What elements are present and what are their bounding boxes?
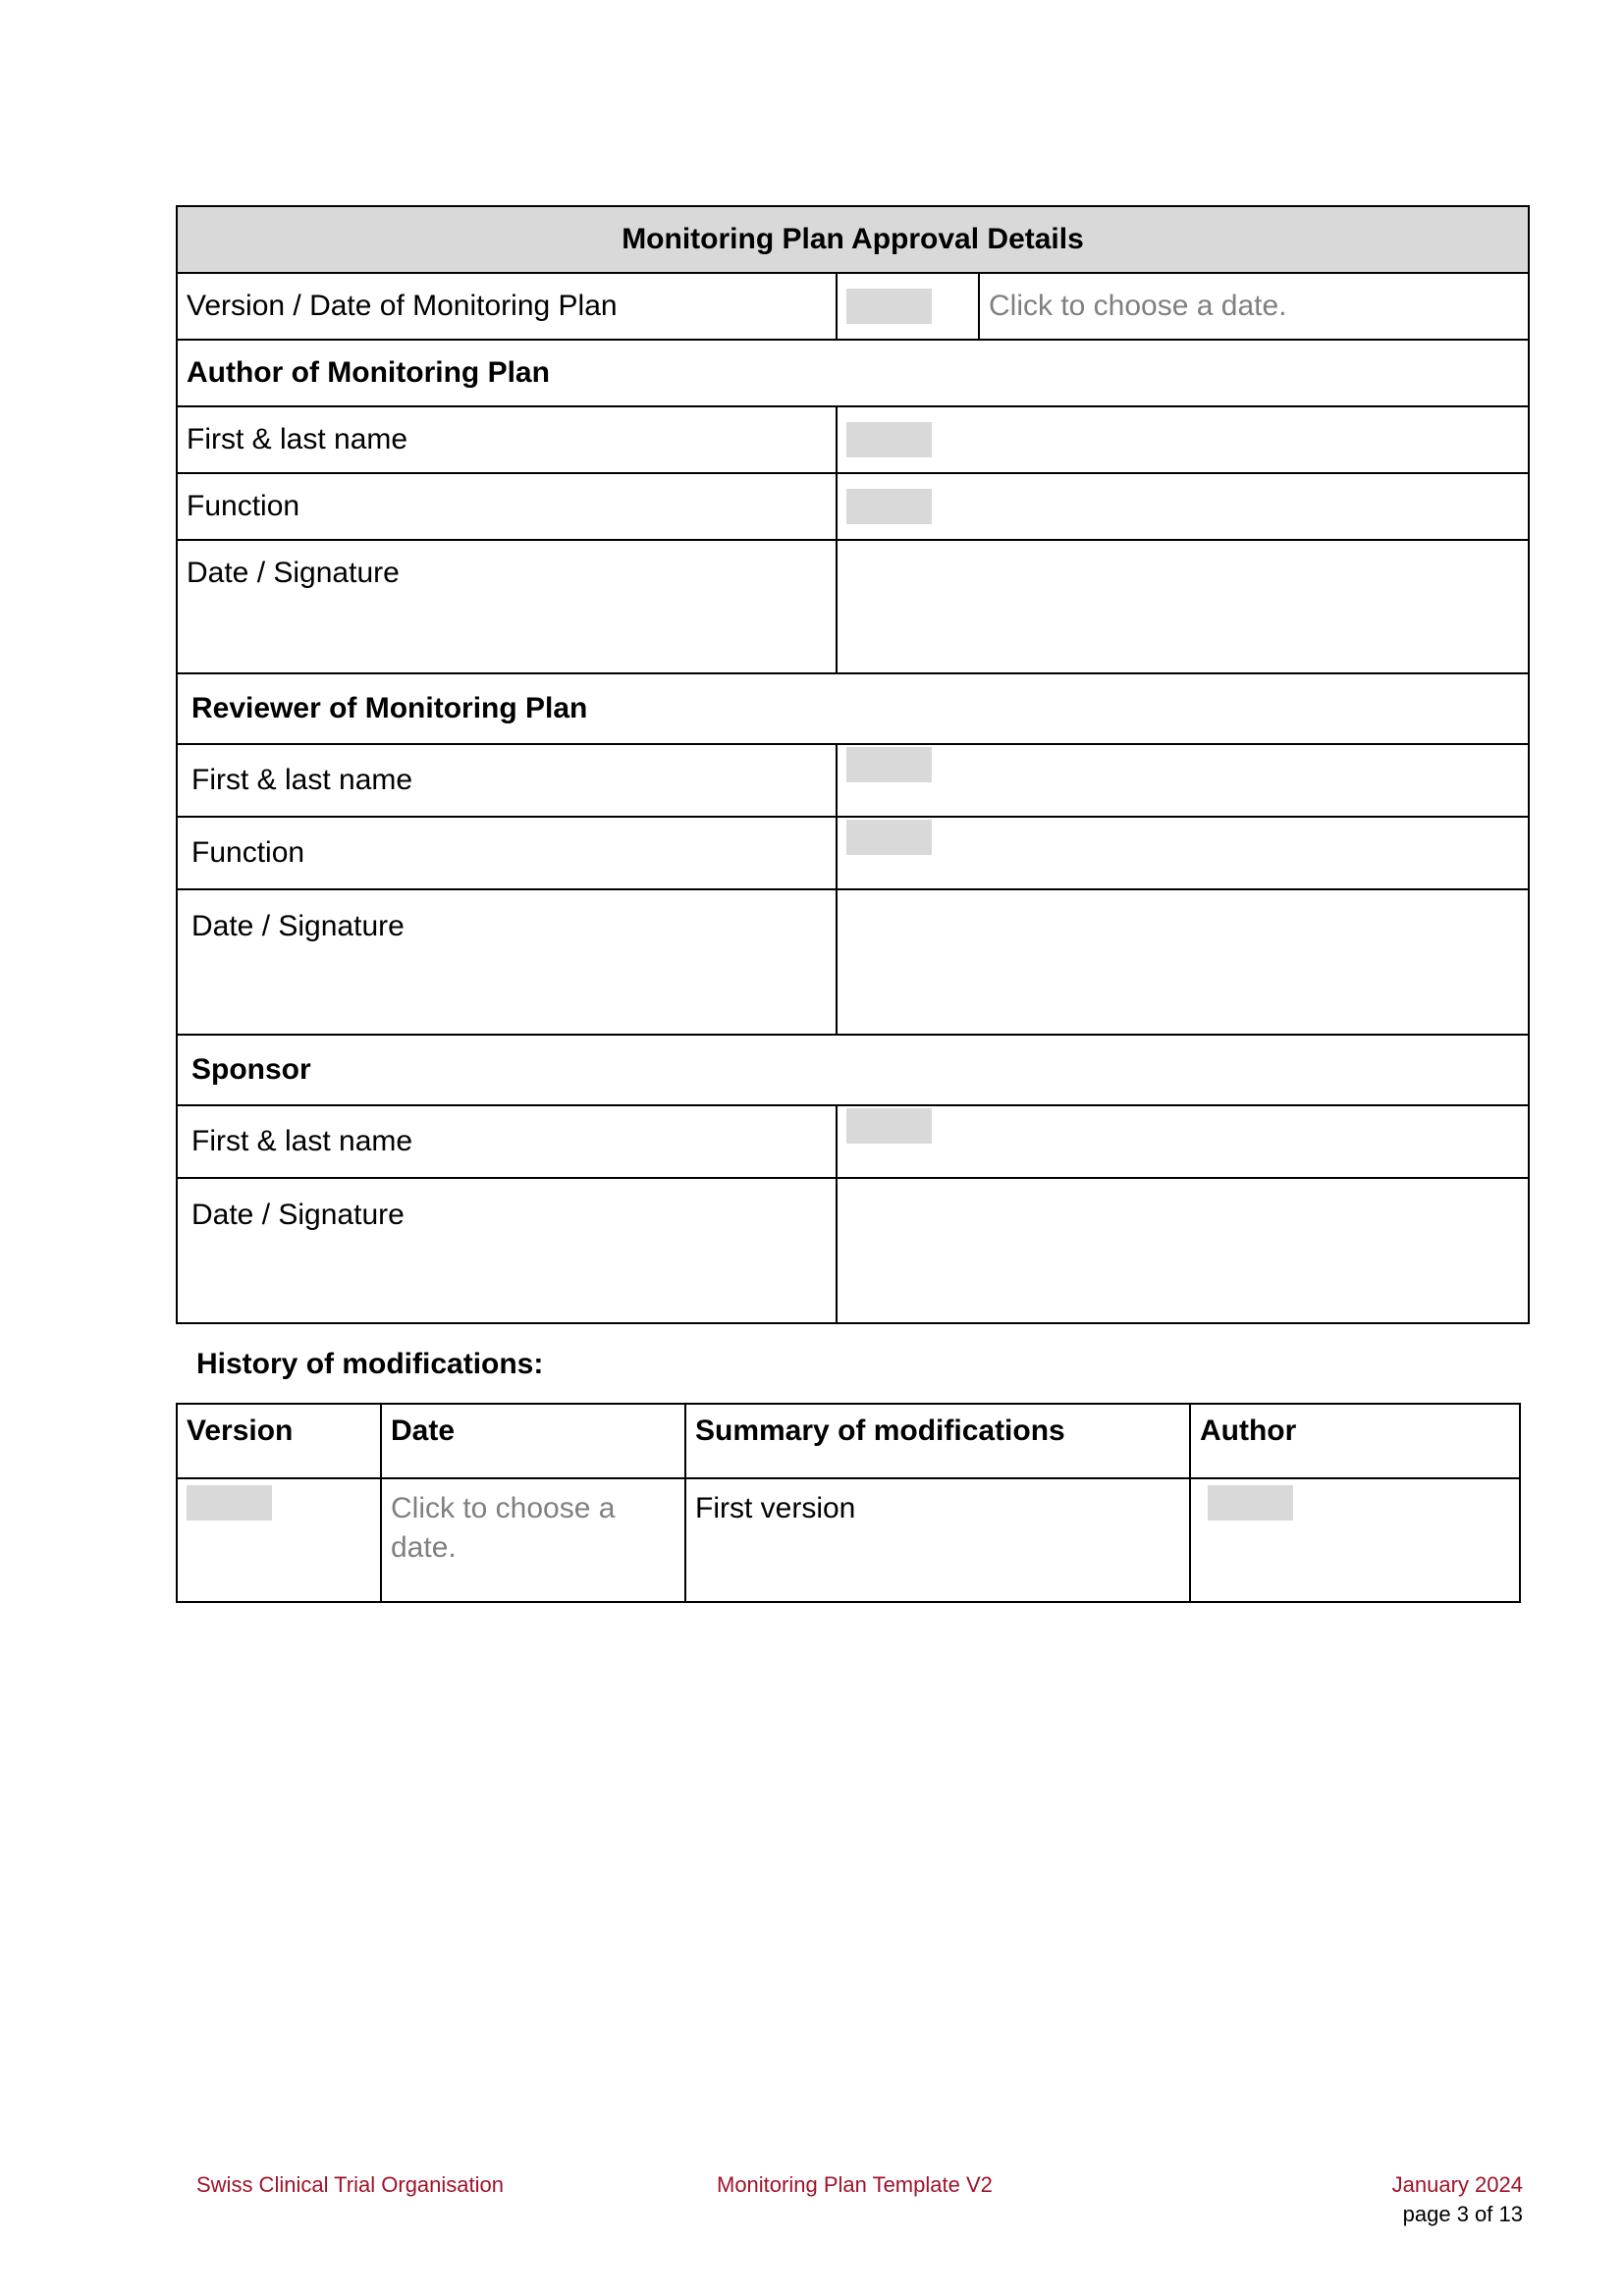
footer-date: January 2024 <box>1391 2172 1523 2197</box>
version-date-picker[interactable]: Click to choose a date. <box>979 273 1529 340</box>
author-name-cell[interactable] <box>837 406 1529 473</box>
history-title: History of modifications: <box>196 1348 544 1380</box>
reviewer-section-heading: Reviewer of Monitoring Plan <box>177 673 1529 744</box>
history-summary-cell[interactable]: First version <box>685 1478 1190 1602</box>
reviewer-signature-label: Date / Signature <box>177 889 837 1035</box>
history-author-field[interactable] <box>1208 1485 1293 1521</box>
version-field[interactable] <box>846 289 932 324</box>
history-version-cell[interactable] <box>177 1478 381 1602</box>
author-section-heading: Author of Monitoring Plan <box>177 340 1529 406</box>
footer-organisation: Swiss Clinical Trial Organisation <box>196 2172 504 2197</box>
table-row <box>177 1478 1520 1602</box>
sponsor-signature-field[interactable] <box>837 1178 1529 1323</box>
approval-table-title: Monitoring Plan Approval Details <box>177 206 1529 273</box>
footer-template-name: Monitoring Plan Template V2 <box>717 2172 993 2197</box>
history-version-field[interactable] <box>187 1485 272 1521</box>
author-name-label: First & last name <box>177 406 837 473</box>
reviewer-name-label: First & last name <box>177 744 837 817</box>
author-signature-label: Date / Signature <box>177 540 837 673</box>
author-function-cell[interactable] <box>837 473 1529 540</box>
author-name-field[interactable] <box>846 422 932 457</box>
author-function-label: Function <box>177 473 837 540</box>
reviewer-function-label: Function <box>177 817 837 889</box>
version-field-cell[interactable] <box>837 273 979 340</box>
sponsor-name-label: First & last name <box>177 1105 837 1178</box>
author-function-field[interactable] <box>846 489 932 524</box>
sponsor-signature-label: Date / Signature <box>177 1178 837 1323</box>
history-column-author: Author <box>1190 1404 1520 1478</box>
history-column-date: Date <box>381 1404 685 1478</box>
history-author-cell[interactable] <box>1190 1478 1520 1602</box>
author-signature-field[interactable] <box>837 540 1529 673</box>
reviewer-signature-field[interactable] <box>837 889 1529 1035</box>
history-column-summary: Summary of modifications <box>685 1404 1190 1478</box>
history-table <box>176 1403 1521 1603</box>
version-date-label: Version / Date of Monitoring Plan <box>177 273 837 340</box>
reviewer-function-cell[interactable] <box>837 817 1529 889</box>
reviewer-name-cell[interactable] <box>837 744 1529 817</box>
reviewer-name-field[interactable] <box>846 747 932 782</box>
history-date-picker[interactable]: Click to choose a date. <box>381 1478 685 1602</box>
reviewer-function-field[interactable] <box>846 820 932 855</box>
sponsor-name-cell[interactable] <box>837 1105 1529 1178</box>
page-number: page 3 of 13 <box>1402 2202 1523 2226</box>
approval-details-table <box>176 205 1530 1324</box>
history-column-version: Version <box>177 1404 381 1478</box>
sponsor-section-heading: Sponsor <box>177 1035 1529 1105</box>
sponsor-name-field[interactable] <box>846 1108 932 1144</box>
